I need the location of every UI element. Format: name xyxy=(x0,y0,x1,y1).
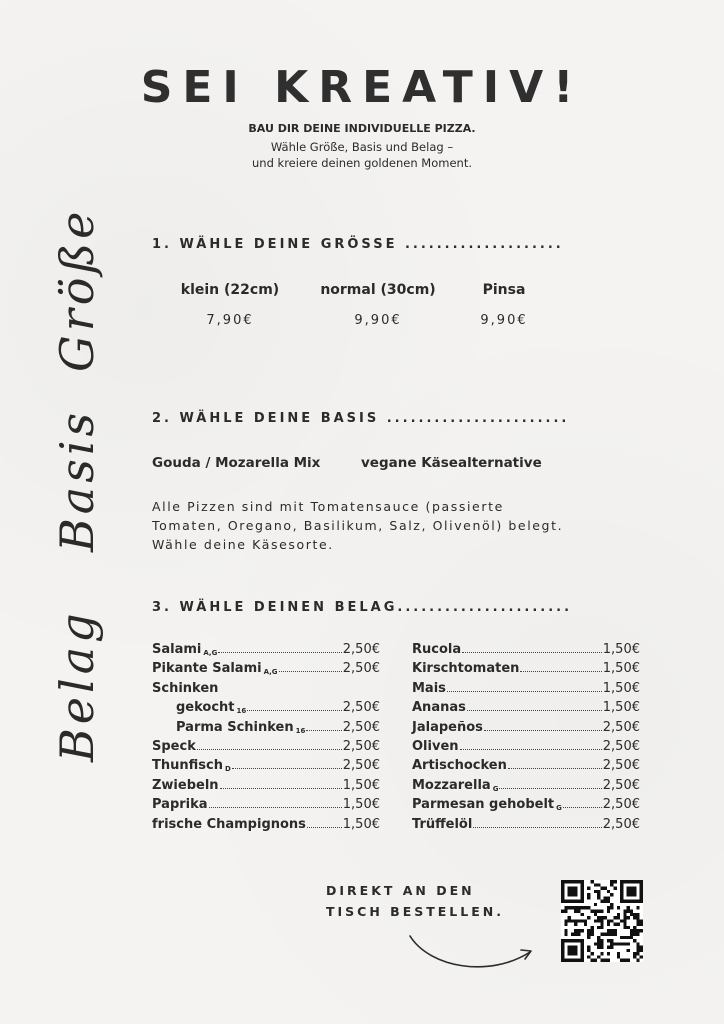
allergen-code: 16 xyxy=(295,726,306,735)
topping-row xyxy=(152,778,380,797)
allergen-code: A,G xyxy=(263,668,278,677)
toppings-column-left xyxy=(152,642,380,836)
topping-price: 1,50€ xyxy=(602,661,640,677)
curved-arrow-icon xyxy=(400,928,540,978)
subtitle-line-2: Wähle Größe, Basis und Belag – xyxy=(270,140,454,154)
toppings-column-right xyxy=(412,642,640,836)
topping-name: Salami $_{A,G}$ xyxy=(152,642,218,657)
topping-price: 2,50€ xyxy=(342,642,380,657)
topping-name: Ananas xyxy=(412,700,466,716)
topping-name: Paprika xyxy=(152,797,208,813)
topping-name: Oliven xyxy=(412,738,459,754)
subtitle-line-3: und kreiere deinen goldenen Moment. xyxy=(252,156,472,170)
section-heading-size: 1. WÄHLE DEINE GRÖSSE .................... xyxy=(152,237,564,252)
topping-price: 1,50€ xyxy=(342,797,380,813)
topping-row xyxy=(412,817,640,836)
order-line-2: TISCH BESTELLEN. xyxy=(326,904,504,919)
topping-name: Trüffelöl xyxy=(412,816,473,832)
base-note: Alle Pizzen sind mit Tomatensauce (passierte Tomaten, Oregano, Basilikum, Salz, Olivenöl) belegt. Wähle deine Käsesorte. xyxy=(152,499,564,552)
topping-name: Pikante Salami $_{A,G}$ xyxy=(152,661,278,677)
topping-price: 2,50€ xyxy=(602,816,640,832)
topping-name: Artischocken xyxy=(412,758,507,774)
dot-leader xyxy=(279,671,342,672)
topping-row xyxy=(152,700,380,719)
topping-price: 1,50€ xyxy=(342,816,380,832)
topping-name: frische Champignons xyxy=(152,816,306,832)
topping-price: 2,50€ xyxy=(602,738,640,754)
allergen-code: D xyxy=(224,765,231,774)
dot-leader xyxy=(306,730,341,731)
size-option-label: Pinsa xyxy=(482,282,526,298)
topping-price: 2,50€ xyxy=(342,719,380,735)
allergen-code: G xyxy=(492,784,499,793)
topping-price: 1,50€ xyxy=(342,777,380,793)
section-heading-toppings: 3. WÄHLE DEINEN BELAG...................... xyxy=(152,600,573,615)
topping-name: Rucola xyxy=(412,642,462,657)
topping-name: Zwiebeln xyxy=(152,777,219,793)
topping-price: 2,50€ xyxy=(342,738,380,754)
dot-leader xyxy=(484,730,602,731)
topping-row xyxy=(152,797,380,816)
topping-price: 2,50€ xyxy=(602,777,640,793)
size-option-label: klein (22cm) xyxy=(180,282,280,298)
topping-row xyxy=(412,681,640,700)
qr-code-icon[interactable] xyxy=(561,880,643,962)
dot-leader xyxy=(462,652,602,653)
topping-row xyxy=(412,797,640,816)
side-label-belag: Belag xyxy=(50,609,104,762)
topping-name: Parma Schinken $_{16}$ xyxy=(176,719,306,735)
base-option: vegane Käsealternative xyxy=(361,455,542,471)
side-label-basis: Basis xyxy=(50,408,104,552)
topping-name: Mais xyxy=(412,680,446,696)
topping-row xyxy=(412,739,640,758)
topping-price: 2,50€ xyxy=(602,758,640,774)
order-line-1: DIREKT AN DEN xyxy=(326,883,475,898)
topping-row xyxy=(152,681,380,700)
allergen-code: G xyxy=(556,804,562,813)
topping-price: 2,50€ xyxy=(342,661,380,677)
topping-row xyxy=(412,700,640,719)
topping-price: 1,50€ xyxy=(602,642,640,657)
topping-name: Kirschtomaten xyxy=(412,661,520,677)
topping-row xyxy=(152,720,380,739)
topping-row xyxy=(152,642,380,661)
page-title: SEI KREATIV! xyxy=(140,62,584,113)
dot-leader xyxy=(197,749,342,750)
topping-row xyxy=(152,758,380,777)
dot-leader xyxy=(563,807,602,808)
dot-leader xyxy=(218,652,341,653)
topping-name: Schinken xyxy=(152,680,219,696)
dot-leader xyxy=(499,788,601,789)
topping-price: 2,50€ xyxy=(342,758,380,774)
topping-row xyxy=(412,661,640,680)
topping-row xyxy=(152,739,380,758)
dot-leader xyxy=(467,710,602,711)
topping-name: Mozzarella $_G$ xyxy=(412,777,499,793)
dot-leader xyxy=(520,671,601,672)
dot-leader xyxy=(247,710,342,711)
topping-name: gekocht $_{16}$ xyxy=(176,700,247,716)
topping-row xyxy=(412,758,640,777)
topping-row xyxy=(412,642,640,661)
dot-leader xyxy=(209,807,342,808)
topping-price: 2,50€ xyxy=(602,797,640,813)
dot-leader xyxy=(508,768,602,769)
topping-price: 2,50€ xyxy=(602,719,640,735)
dot-leader xyxy=(473,827,601,828)
dot-leader xyxy=(307,827,342,828)
size-option-price: 9,90€ xyxy=(354,313,402,328)
size-option-label: normal (30cm) xyxy=(320,282,436,298)
dot-leader xyxy=(232,768,342,769)
section-heading-base: 2. WÄHLE DEINE BASIS ....................... xyxy=(152,411,570,426)
order-callout xyxy=(326,880,504,922)
subtitle-bold: BAU DIR DEINE INDIVIDUELLE PIZZA. xyxy=(248,122,476,135)
allergen-code: 16 xyxy=(236,707,247,716)
topping-name: Thunfisch $_D$ xyxy=(152,758,231,774)
topping-row xyxy=(412,720,640,739)
topping-price: 1,50€ xyxy=(602,700,640,716)
base-option: Gouda / Mozarella Mix xyxy=(152,455,321,471)
topping-row xyxy=(152,661,380,680)
dot-leader xyxy=(460,749,602,750)
topping-name: Parmesan gehobelt $_G$ xyxy=(412,797,562,813)
topping-price: 1,50€ xyxy=(602,680,640,696)
topping-row xyxy=(412,778,640,797)
size-option-price: 9,90€ xyxy=(480,313,528,328)
topping-name: Jalapeños xyxy=(412,719,483,735)
side-label-groesse: Größe xyxy=(50,207,104,372)
size-option-price: 7,90€ xyxy=(206,313,254,328)
allergen-code: A,G xyxy=(203,649,218,657)
topping-row xyxy=(152,817,380,836)
dot-leader xyxy=(220,788,342,789)
topping-price: 2,50€ xyxy=(342,700,380,716)
dot-leader xyxy=(447,691,602,692)
topping-name: Speck xyxy=(152,738,196,754)
